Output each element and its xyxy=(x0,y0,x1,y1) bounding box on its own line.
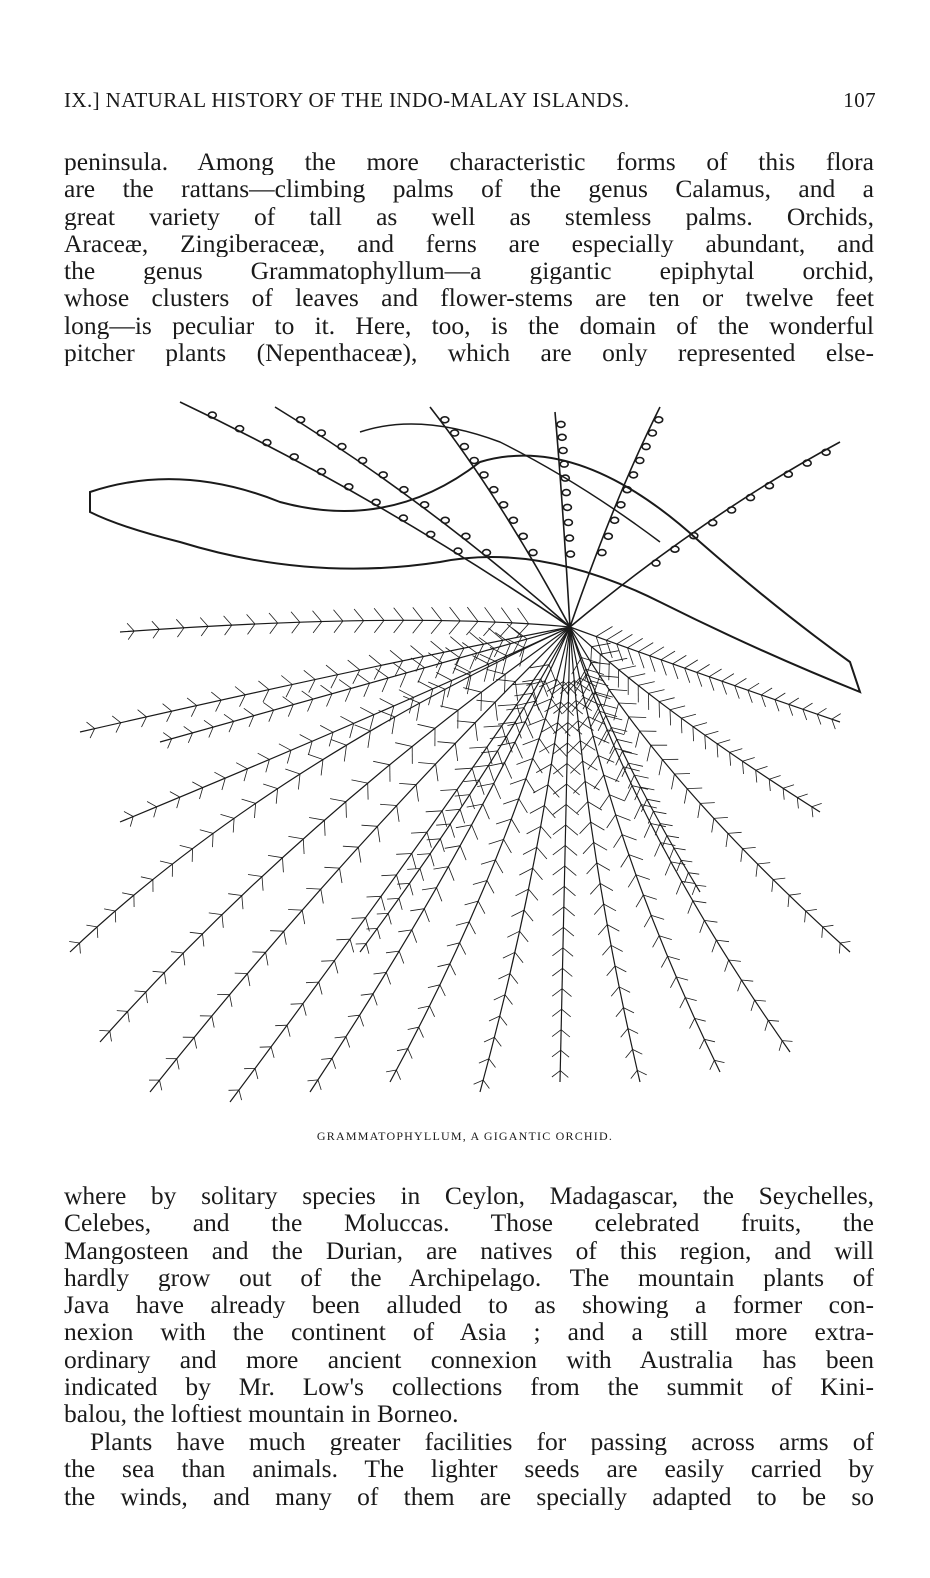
text-line: are the rattans—climbing palms of the genus Calamus, and a xyxy=(64,175,874,203)
text-line: the winds, and many of them are specially adapted to be so xyxy=(64,1482,874,1510)
text-line: indicated by Mr. Low's collections from the summit of Kini- xyxy=(64,1373,874,1401)
text-line: Plants have much greater facilities for passing across arms of xyxy=(90,1428,874,1456)
text-line: balou, the loftiest mountain in Borneo. xyxy=(64,1400,459,1428)
paragraph-3 xyxy=(64,1428,874,1510)
figure-caption: GRAMMATOPHYLLUM, A GIGANTIC ORCHID. xyxy=(316,1129,614,1143)
text-line: peninsula. Among the more characteristic forms of this flora xyxy=(64,148,874,176)
text-line: where by solitary species in Ceylon, Madagascar, the Seychelles, xyxy=(64,1182,874,1210)
text-line: whose clusters of leaves and flower-stems are ten or twelve feet xyxy=(64,284,874,312)
text-line: hardly grow out of the Archipelago. The mountain plants of xyxy=(64,1263,874,1292)
text-line: nexion with the continent of Asia ; and a still more extra- xyxy=(64,1318,874,1346)
orchid-engraving-icon xyxy=(60,392,870,1118)
paragraph-1 xyxy=(64,148,874,366)
page-number: 107 xyxy=(843,88,876,112)
running-head xyxy=(64,88,876,122)
text-line: pitcher plants (Nepenthaceæ), which are only represented else- xyxy=(64,339,874,367)
text-line: ordinary and more ancient connexion with Australia has been xyxy=(64,1345,874,1374)
text-line: long—is peculiar to it. Here, too, is the domain of the wonderful xyxy=(64,311,874,340)
running-head-title: IX.] NATURAL HISTORY OF THE INDO-MALAY ISLANDS. xyxy=(64,88,630,112)
text-line: Celebes, and the Moluccas. Those celebrated fruits, the xyxy=(64,1209,874,1237)
text-line: Java have already been alluded to as showing a former con- xyxy=(64,1291,874,1319)
paragraph-2 xyxy=(64,1182,874,1428)
text-line: great variety of tall as well as stemless palms. Orchids, xyxy=(64,202,874,230)
text-line: the genus Grammatophyllum—a gigantic epiphytal orchid, xyxy=(64,257,874,285)
text-line: Araceæ, Zingiberaceæ, and ferns are especially abundant, and xyxy=(64,229,874,258)
text-line: the sea than animals. The lighter seeds are easily carried by xyxy=(64,1455,874,1483)
figure-orchid-illustration xyxy=(60,392,870,1118)
text-line: Mangosteen and the Durian, are natives of this region, and will xyxy=(64,1236,874,1264)
